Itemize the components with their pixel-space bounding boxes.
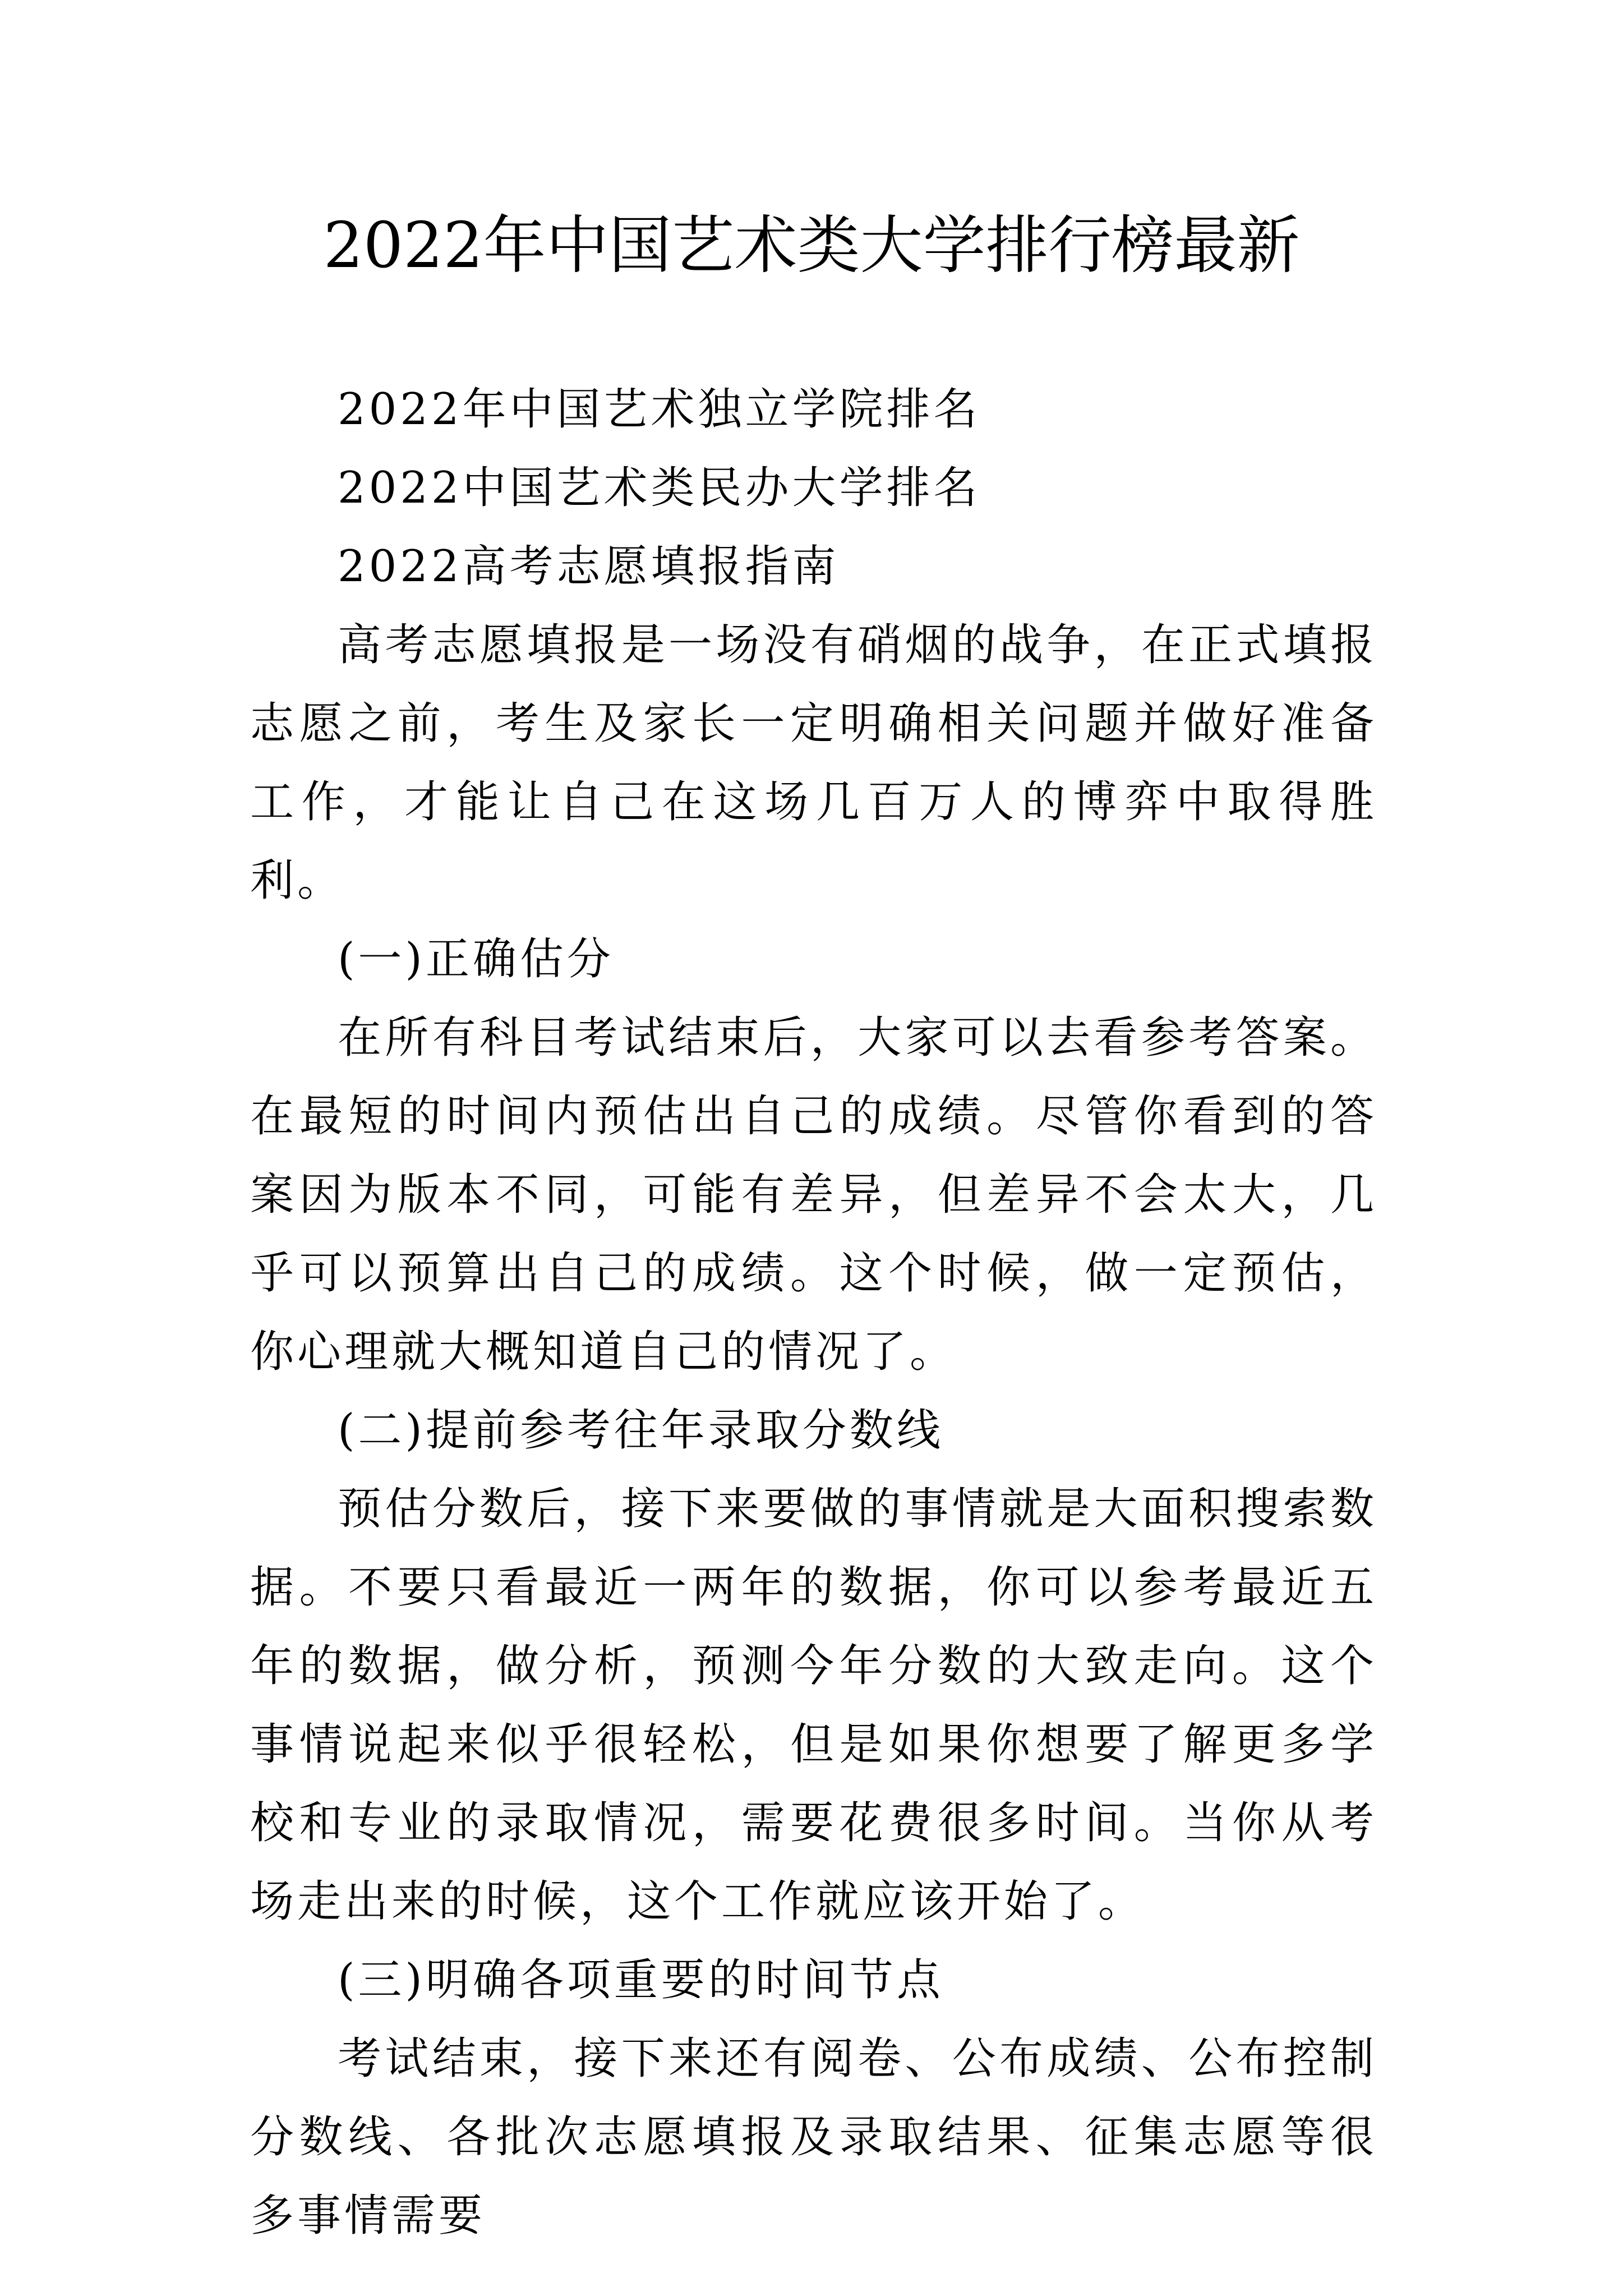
- section-3-paragraph: 考试结束，接下来还有阅卷、公布成绩、公布控制分数线、各批次志愿填报及录取结果、征集志愿等很多事情需要: [250, 2033, 1377, 2241]
- link-application-guide: 2022高考志愿填报指南: [338, 541, 840, 592]
- section-heading-2: (二)提前参考往年录取分数线: [338, 1405, 944, 1456]
- section-heading-1: (一)正确估分: [338, 934, 614, 984]
- section-heading-3: (三)明确各项重要的时间节点: [338, 1955, 944, 2005]
- section-1-paragraph: 在所有科目考试结束后，大家可以去看参考答案。在最短的时间内预估出自己的成绩。尽管你看到的答案因为版本不同，可能有差异，但差异不会太大，几乎可以预算出自己的成绩。这个时候，做一定预估，你心理就大概知道自己的情况了。: [250, 1013, 1377, 1377]
- section-2-paragraph: 预估分数后，接下来要做的事情就是大面积搜索数据。不要只看最近一两年的数据，你可以参考最近五年的数据，做分析，预测今年分数的大致走向。这个事情说起来似乎很轻松，但是如果你想要了解更多学校和专业的录取情况，需要花费很多时间。当你从考场走出来的时候，这个工作就应该开始了。: [250, 1484, 1377, 1927]
- document-body: [250, 370, 1377, 2255]
- document-title: 2022年中国艺术类大学排行榜最新: [323, 209, 1300, 282]
- intro-paragraph: 高考志愿填报是一场没有硝烟的战争，在正式填报志愿之前，考生及家长一定明确相关问题并做好准备工作，才能让自己在这场几百万人的博弈中取得胜利。: [250, 620, 1377, 906]
- link-private-art-universities-ranking: 2022中国艺术类民办大学排名: [338, 463, 981, 513]
- link-independent-colleges-ranking: 2022年中国艺术独立学院排名: [338, 384, 981, 435]
